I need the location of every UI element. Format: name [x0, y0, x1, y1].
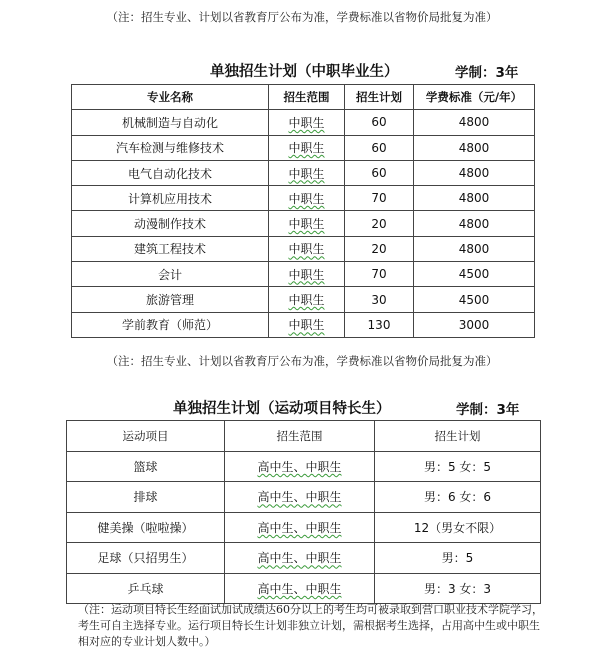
cell-tuition: 4800 — [414, 135, 535, 160]
cell-plan: 男：5 — [375, 543, 541, 574]
cell-tuition: 4800 — [414, 236, 535, 261]
table-row — [72, 211, 535, 236]
scope-text: 中职生 — [288, 217, 325, 232]
cell-plan: 男：3 女：3 — [375, 573, 541, 604]
cell-tuition: 4800 — [414, 186, 535, 211]
cell-major: 计算机应用技术 — [72, 186, 269, 211]
header-tuition: 学费标准（元/年） — [414, 85, 535, 110]
header-major: 专业名称 — [72, 85, 269, 110]
cell-major: 汽车检测与维修技术 — [72, 135, 269, 160]
cell-scope — [225, 573, 375, 604]
table-row — [72, 236, 535, 261]
cell-plan: 20 — [345, 236, 414, 261]
scope-text: 中职生 — [288, 293, 325, 308]
scope-text: 中职生 — [288, 242, 325, 257]
scope-text: 中职生 — [288, 267, 325, 282]
scope-text: 高中生、中职生 — [257, 490, 342, 505]
cell-tuition: 4800 — [414, 110, 535, 135]
cell-scope — [225, 451, 375, 482]
cell-scope — [269, 110, 345, 135]
scope-text: 中职生 — [288, 191, 325, 206]
cell-plan: 60 — [345, 160, 414, 185]
cell-scope — [269, 262, 345, 287]
cell-plan: 130 — [345, 312, 414, 337]
cell-major: 会计 — [72, 262, 269, 287]
cell-major: 电气自动化技术 — [72, 160, 269, 185]
cell-sport: 篮球 — [67, 451, 225, 482]
header-plan: 招生计划 — [375, 421, 541, 452]
scope-text: 高中生、中职生 — [257, 459, 342, 474]
section2-schooling: 学制：3年 — [456, 402, 520, 418]
section2-title: 单独招生计划（运动项目特长生） — [173, 401, 391, 417]
cell-scope — [269, 312, 345, 337]
cell-scope — [269, 287, 345, 312]
cell-tuition: 4500 — [414, 287, 535, 312]
cell-tuition: 4800 — [414, 160, 535, 185]
header-scope: 招生范围 — [269, 85, 345, 110]
scope-text: 高中生、中职生 — [257, 520, 342, 535]
table-header-row — [67, 421, 541, 452]
cell-plan: 男：6 女：6 — [375, 482, 541, 513]
table-row — [72, 186, 535, 211]
table-row — [67, 451, 541, 482]
cell-sport: 乒乓球 — [67, 573, 225, 604]
table-row — [72, 287, 535, 312]
cell-sport: 足球（只招男生） — [67, 543, 225, 574]
cell-scope — [269, 135, 345, 160]
table-row — [72, 160, 535, 185]
cell-plan: 60 — [345, 110, 414, 135]
cell-tuition: 3000 — [414, 312, 535, 337]
cell-scope — [225, 543, 375, 574]
cell-scope — [269, 160, 345, 185]
scope-text: 中职生 — [288, 141, 325, 156]
scope-text: 高中生、中职生 — [257, 551, 342, 566]
table-header-row — [72, 85, 535, 110]
cell-major: 机械制造与自动化 — [72, 110, 269, 135]
header-scope: 招生范围 — [225, 421, 375, 452]
header-sport: 运动项目 — [67, 421, 225, 452]
cell-major: 动漫制作技术 — [72, 211, 269, 236]
cell-major: 建筑工程技术 — [72, 236, 269, 261]
middle-note: （注：招生专业、计划以省教育厅公布为准，学费标准以省物价局批复为准） — [106, 354, 498, 368]
cell-plan: 20 — [345, 211, 414, 236]
table-row — [72, 135, 535, 160]
cell-scope — [269, 211, 345, 236]
section1-title: 单独招生计划（中职毕业生） — [210, 64, 399, 80]
cell-major: 旅游管理 — [72, 287, 269, 312]
table-row — [67, 482, 541, 513]
cell-major: 学前教育（师范） — [72, 312, 269, 337]
cell-plan: 70 — [345, 186, 414, 211]
section1-schooling: 学制：3年 — [455, 65, 519, 81]
cell-plan: 30 — [345, 287, 414, 312]
header-plan: 招生计划 — [345, 85, 414, 110]
table-row — [67, 543, 541, 574]
table-row — [67, 573, 541, 604]
table-row — [72, 110, 535, 135]
sports-plan-table — [66, 420, 541, 604]
scope-text: 中职生 — [288, 318, 325, 333]
cell-scope — [269, 236, 345, 261]
bottom-note: （注：运动项目特长生经面试加试成绩达60分以上的考生均可被录取到营口职业技术学院学习，考生可自主选择专业。运行项目特长生计划非独立计划，需根据考生选择，占用高中生或中职生相对应的专业计划人数中。） — [78, 603, 543, 648]
vocational-plan-table — [71, 84, 535, 338]
cell-scope — [269, 186, 345, 211]
table-row — [72, 262, 535, 287]
cell-scope — [225, 482, 375, 513]
cell-scope — [225, 512, 375, 543]
cell-plan: 12（男女不限） — [375, 512, 541, 543]
table-row — [67, 512, 541, 543]
cell-sport: 健美操（啦啦操） — [67, 512, 225, 543]
table-row — [72, 312, 535, 337]
scope-text: 中职生 — [288, 115, 325, 130]
top-note: （注：招生专业、计划以省教育厅公布为准，学费标准以省物价局批复为准） — [106, 10, 498, 24]
cell-sport: 排球 — [67, 482, 225, 513]
cell-plan: 男：5 女：5 — [375, 451, 541, 482]
cell-tuition: 4500 — [414, 262, 535, 287]
cell-plan: 70 — [345, 262, 414, 287]
cell-plan: 60 — [345, 135, 414, 160]
scope-text: 中职生 — [288, 166, 325, 181]
cell-tuition: 4800 — [414, 211, 535, 236]
scope-text: 高中生、中职生 — [257, 581, 342, 596]
